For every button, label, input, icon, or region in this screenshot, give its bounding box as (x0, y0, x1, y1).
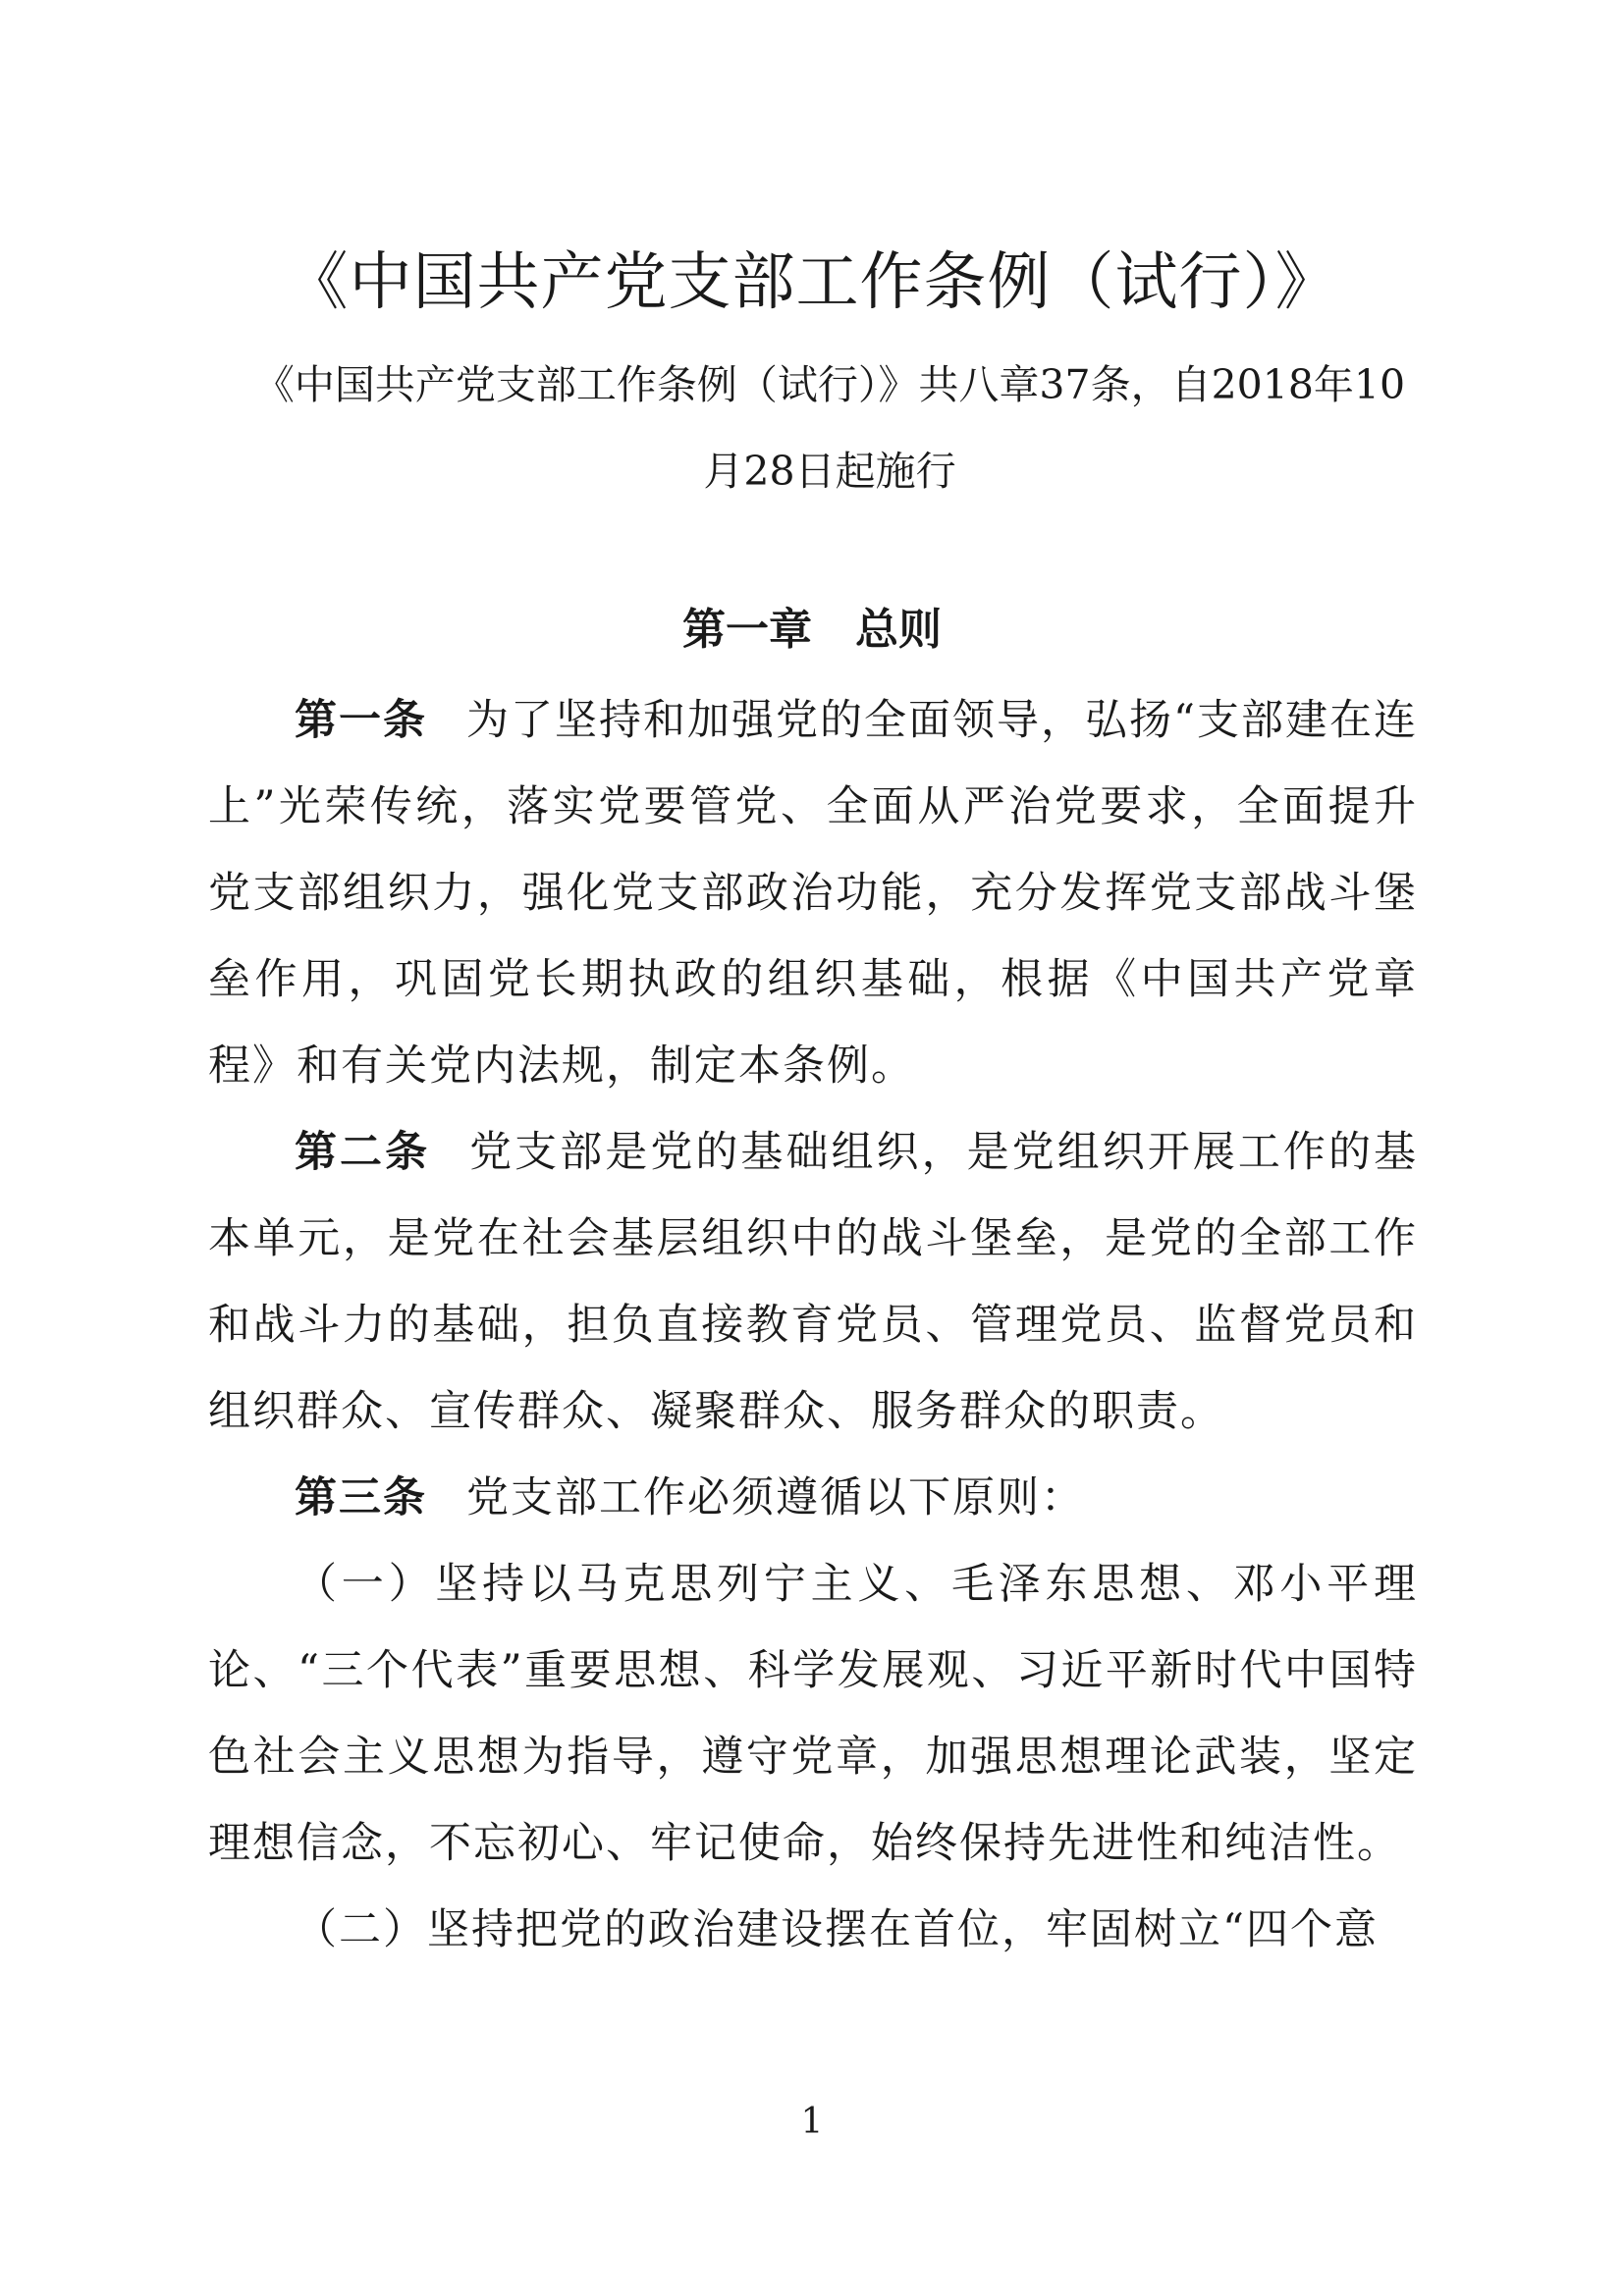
article-label: 第二条 (295, 1128, 431, 1177)
document-subtitle: 《中国共产党支部工作条例（试行）》共八章37条，自2018年10月28日起施行 (253, 361, 1406, 495)
article-label: 第三条 (295, 1473, 427, 1522)
article-3 (208, 1455, 1418, 1541)
item-text: （二）坚持把党的政治建设摆在首位，牢固树立“四个意 (295, 1905, 1379, 1954)
article-3-item-2 (208, 1887, 1418, 1973)
article-label: 第一条 (295, 696, 428, 745)
article-text: 党支部是党的基础组织，是党组织开展工作的基本单元，是党在社会基层组织中的战斗堡垒，是党的全部工作和战斗力的基础，担负直接教育党员、管理党员、监督党员和组织群众、宣传群众、凝聚群众、服务群众的职责。 (208, 1128, 1419, 1436)
article-text: 党支部工作必须遵循以下原则： (466, 1473, 1085, 1522)
document-body (208, 677, 1418, 1973)
item-text: （一）坚持以马克思列宁主义、毛泽东思想、邓小平理论、“三个代表”重要思想、科学发展观、习近平新时代中国特色社会主义思想为指导，遵守党章，加强思想理论武装，坚定理想信念，不忘初心、牢记使命，始终保持先进性和纯洁性。 (208, 1560, 1418, 1868)
article-text: 为了坚持和加强党的全面领导，弘扬“支部建在连上”光荣传统，落实党要管党、全面从严治党要求，全面提升党支部组织力，强化党支部政治功能，充分发挥党支部战斗堡垒作用，巩固党长期执政的组织基础，根据《中国共产党章程》和有关党内法规，制定本条例。 (208, 696, 1419, 1091)
page-number: 1 (800, 2102, 824, 2142)
article-3-item-1 (208, 1541, 1418, 1887)
article-1 (208, 677, 1418, 1109)
chapter-title: 第一章 总则 (682, 605, 942, 655)
page-title: 《中国共产党支部工作条例（试行）》 (285, 246, 1339, 319)
article-2 (208, 1109, 1418, 1455)
